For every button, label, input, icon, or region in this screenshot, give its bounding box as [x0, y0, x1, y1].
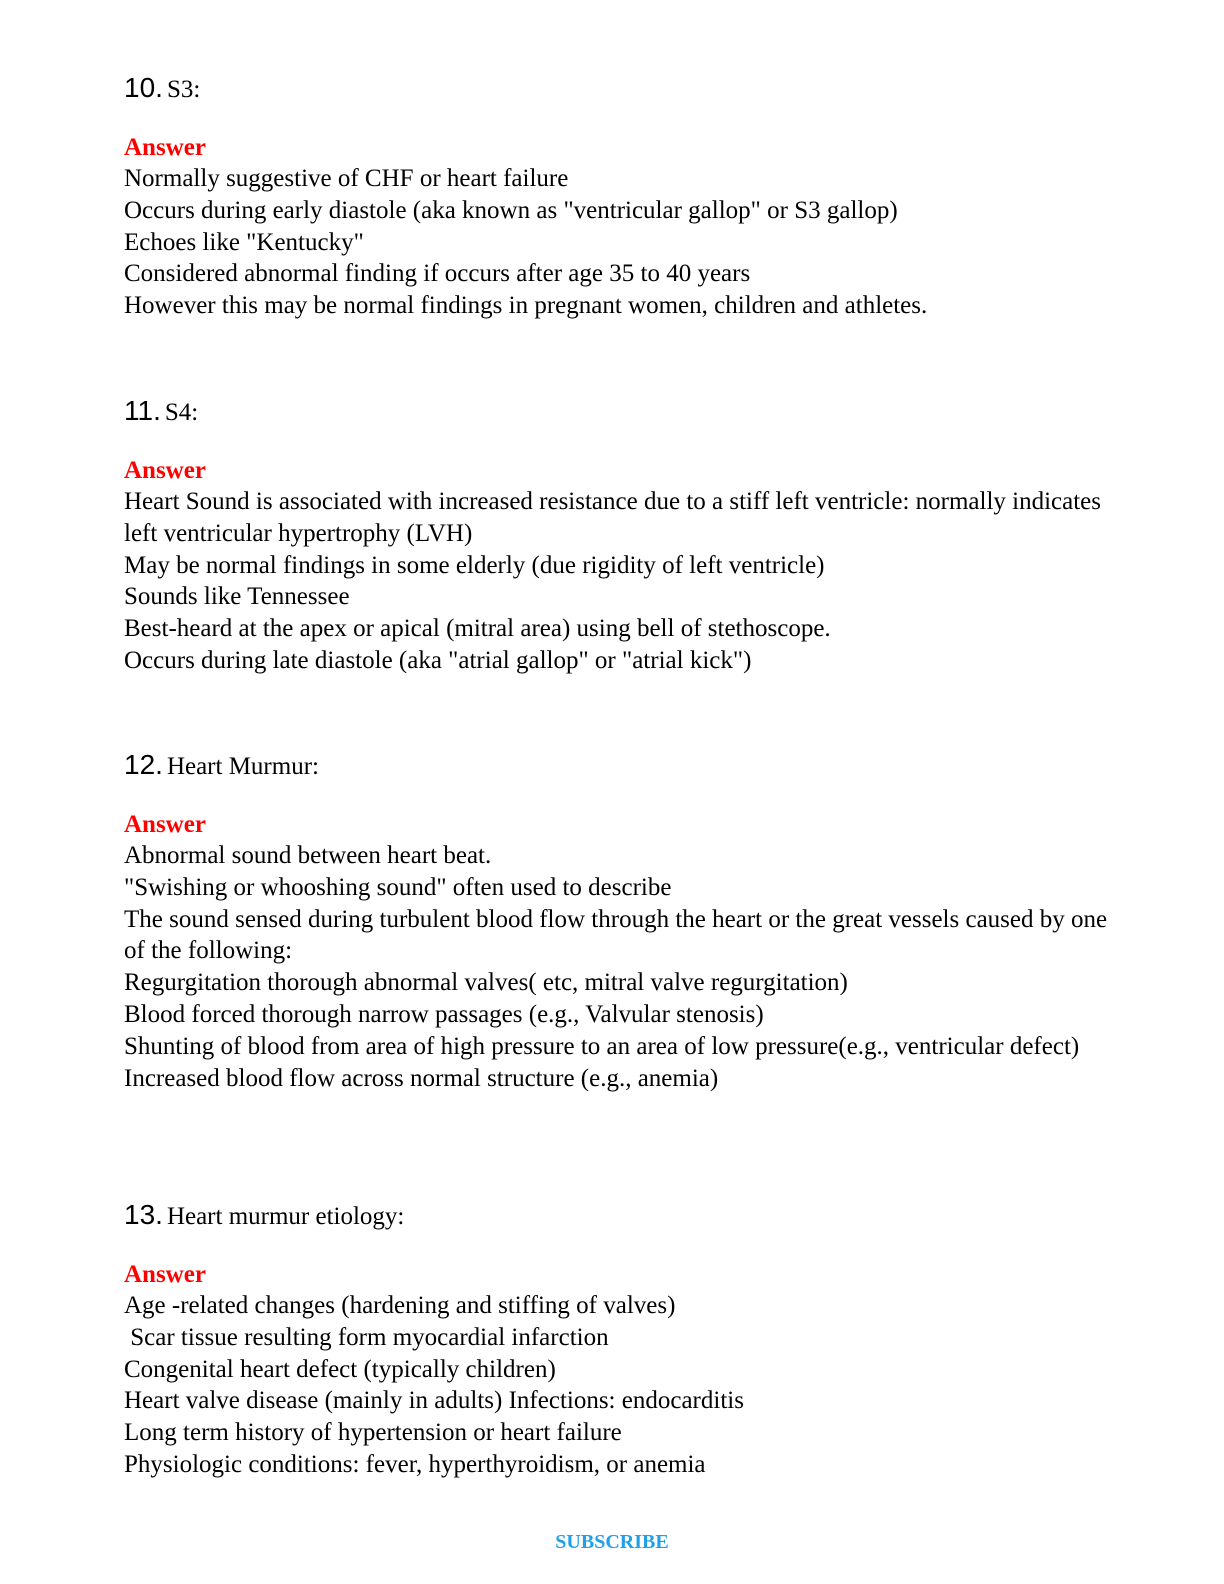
question-title: Heart Murmur: [166, 753, 319, 780]
answer-line: May be normal findings in some elderly (due rigidity of left ventricle) [124, 551, 825, 579]
question-heading [124, 391, 1124, 431]
question-heading [124, 745, 1124, 785]
answer-line: Occurs during late diastole (aka "atrial gallop" or "atrial kick") [124, 646, 752, 674]
answer-line: Congenital heart defect (typically children) [124, 1355, 556, 1383]
answer-line: "Swishing or whooshing sound" often used to describe [124, 873, 672, 901]
question-heading [124, 1195, 1124, 1235]
answer-label: Answer [124, 811, 206, 838]
answer-line: However this may be normal findings in pregnant women, children and athletes. [124, 292, 928, 320]
answer-line: Sounds like Tennessee [124, 583, 350, 611]
answer-lines [124, 486, 1124, 677]
answer-lines [124, 840, 1124, 1094]
answer-line: Echoes like "Kentucky" [124, 228, 364, 256]
answer-line: Age -related changes (hardening and stiffing of valves) [124, 1292, 676, 1319]
answer-line: Scar tissue resulting form myocardial infarction [124, 1323, 609, 1351]
subscribe-link[interactable]: SUBSCRIBE [555, 1531, 669, 1553]
question-section-13 [124, 1195, 1124, 1481]
answer-label: Answer [124, 134, 206, 161]
answer-label: Answer [124, 1261, 206, 1288]
answer-line: Best-heard at the apex or apical (mitral area) using bell of stethoscope. [124, 615, 831, 643]
question-title: Heart murmur etiology: [166, 1203, 405, 1230]
question-number: 13. [124, 1199, 163, 1230]
answer-line: The sound sensed during turbulent blood flow through the heart or the great vessels caused by one of the following: [124, 905, 1108, 965]
answer-line: Heart Sound is associated with increased resistance due to a stiff left ventricle: normally indicates left ventricular hypertrophy (LVH) [124, 488, 1102, 547]
question-section-10 [124, 68, 1124, 322]
answer-line: Physiologic conditions: fever, hyperthyroidism, or anemia [124, 1450, 706, 1478]
question-number: 10. [124, 72, 163, 103]
answer-line: Normally suggestive of CHF or heart failure [124, 165, 569, 192]
answer-line: Shunting of blood from area of high pressure to an area of low pressure(e.g., ventricular defect) [124, 1032, 1080, 1060]
question-section-12 [124, 745, 1124, 1094]
answer-line: Blood forced thorough narrow passages (e.g., Valvular stenosis) [124, 1000, 764, 1028]
answer-line: Heart valve disease (mainly in adults) Infections: endocarditis [124, 1387, 744, 1415]
answer-line: Regurgitation thorough abnormal valves( etc, mitral valve regurgitation) [124, 969, 848, 997]
answer-line: Occurs during early diastole (aka known as "ventricular gallop" or S3 gallop) [124, 196, 898, 224]
question-heading [124, 68, 1124, 108]
question-section-11 [124, 391, 1124, 677]
answer-label: Answer [124, 457, 206, 484]
question-title: S4: [164, 399, 199, 426]
answer-line: Increased blood flow across normal structure (e.g., anemia) [124, 1064, 719, 1092]
answer-line: Considered abnormal finding if occurs after age 35 to 40 years [124, 260, 751, 288]
question-number: 11. [124, 395, 161, 426]
answer-line: Long term history of hypertension or heart failure [124, 1419, 622, 1447]
answer-line: Abnormal sound between heart beat. [124, 842, 492, 869]
question-title: S3: [166, 76, 201, 103]
answer-lines [124, 1290, 1124, 1481]
answer-lines [124, 163, 1124, 322]
question-number: 12. [124, 749, 163, 780]
